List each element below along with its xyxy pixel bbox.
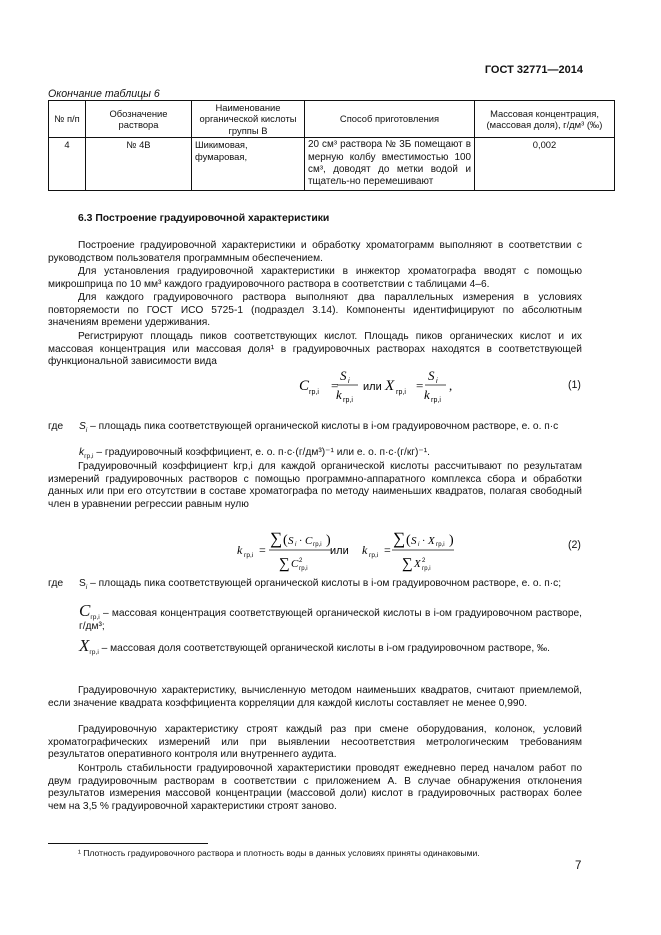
col-num: № п/п <box>49 101 86 138</box>
definition-S-1 <box>79 421 582 434</box>
definition-C-2 <box>79 601 582 633</box>
definition-C-2-text: – массовая концентрация соответствующей органической кислоты в i-ом градуировочном растворе, г/дм³; <box>79 608 582 632</box>
eq2-paren-close-2: ) <box>449 533 454 548</box>
definition-S-1-text: – площадь пика соответствующей органической кислоты в i-ом градуировочном растворе, е. о. п·с <box>90 421 559 432</box>
eq2-k2-sub: гр,i <box>369 552 379 559</box>
eq2-k2: k <box>362 543 368 557</box>
footnote: ¹ Плотность градуировочного раствора и плотность воды в данных условиях приняты одинаковыми. <box>78 848 480 858</box>
eq2-equals: = <box>259 543 266 557</box>
eq1-k2-sub: гр,i <box>431 397 441 404</box>
sym-S-sub: i <box>85 427 88 435</box>
paragraph-4: Регистрируют площадь пиков соответствующих кислот. Площадь пиков органических кислот и их массовая концентрация или массовая доля¹ в градуировочных растворах находятся в соответствующей функциональной зависимости вида <box>48 331 582 368</box>
document-code: ГОСТ 32771—2014 <box>484 64 583 76</box>
eq1-or: или <box>363 381 382 393</box>
eq2-sum-den: ∑ <box>279 556 290 572</box>
eq2-dot-2: · <box>422 536 426 547</box>
col-method: Способ приготовления <box>305 101 475 138</box>
paragraph-1: Построение градуировочной характеристики и обработку хроматограмм выполняют в соответствии с руководством пользователя программным обеспечением. <box>48 240 582 264</box>
sym-S: S <box>79 421 86 432</box>
eq2-dot: · <box>299 536 303 547</box>
eq2-k-sub: гр,i <box>244 552 254 559</box>
where-label-2: где <box>48 578 64 589</box>
sym-X: X <box>79 636 90 655</box>
sym-X-sub: гр,i <box>89 649 99 657</box>
definition-S-2-text: – площадь пика соответствующей органической кислоты в i-ом градуировочном растворе, е. о. п·с; <box>90 578 562 589</box>
eq2-C-den: C <box>291 558 299 570</box>
table-header-row <box>49 101 615 138</box>
eq1-X-sub: гр,i <box>396 389 406 396</box>
eq2-C-den-sq: 2 <box>299 558 303 564</box>
definition-k-1-text: – градуировочный коэффициент, е. о. п·с·(г/дм³)⁻¹ или е. о. п·с·(г/кг)⁻¹. <box>96 447 431 458</box>
eq2-S-sub: i <box>295 542 297 548</box>
col-designation: Обозначение раствора <box>86 101 192 138</box>
definition-X-2 <box>79 636 582 657</box>
definition-X-2-text: – массовая доля соответствующей органической кислоты в i-ом градуировочном растворе, ‰. <box>101 643 551 654</box>
eq2-paren-open-2: ( <box>406 533 411 548</box>
equation-2-formula <box>0 528 661 576</box>
equation-2 <box>0 528 661 576</box>
paragraph-6: Градуировочную характеристику, вычисленную методом наименьших квадратов, считают приемлемой, если значение квадрата коэффициента корреляции для каждой кислоты составляет не менее 0,990. <box>48 685 582 709</box>
sym-S-2: S <box>79 578 86 589</box>
eq2-sum-den-2: ∑ <box>402 556 413 572</box>
eq2-equals-2: = <box>384 543 391 557</box>
paragraph-8: Контроль стабильности градуировочной характеристики проводят ежедневно перед началом работ по двум градуировочным растворам в соответствии с приложением А. В случае обнаружения отклонения результатов измерения массовой концентрации (массовой доли) кислот в градуировочных растворах более чем на 3,5 % градуировочной характеристики строят заново. <box>48 763 582 812</box>
table-row <box>49 138 615 191</box>
eq2-sum-2: ∑ <box>393 529 406 548</box>
solutions-table <box>48 100 615 191</box>
eq2-k: k <box>237 543 243 557</box>
eq2-S2-sub: i <box>418 542 420 548</box>
footnote-rule <box>48 843 208 844</box>
eq2-S2: S <box>411 535 417 547</box>
eq1-k: k <box>336 387 342 402</box>
paragraph-7: Градуировочную характеристику строят каждый раз при смене оборудования, колонок, условий хроматографических измерений или при выявлении несоответствия метрологическим требованиям результатов оперативного контроля или внутреннего аудита. <box>48 724 582 761</box>
eq2-X-sub: гр,i <box>436 542 445 548</box>
cell-designation: № 4В <box>86 138 192 191</box>
eq2-paren-close: ) <box>326 533 331 548</box>
eq2-X-den-sub: гр,i <box>422 566 431 572</box>
eq1-S: S <box>340 368 347 383</box>
eq2-C-den-sub: гр,i <box>299 566 308 572</box>
sym-k-sub: гр,i <box>84 453 94 461</box>
eq2-C: C <box>305 535 313 547</box>
eq2-S: S <box>288 535 294 547</box>
cell-num: 4 <box>49 138 86 191</box>
eq1-equals-2: = <box>416 378 424 393</box>
eq2-C-sub: гр,i <box>313 542 322 548</box>
paragraph-5: Градуировочный коэффициент kгр,i для каждой органической кислоты рассчитывают по результатам измерений градуировочных растворов с помощью программно-аппаратного комплекса сбора и обработки данных или при его отсутствии в составе хроматографа по методу наименьших квадратов, полагая свободный член в уравнении регрессии равным нулю <box>48 461 582 510</box>
cell-method: 20 см³ раствора № 3Б помещают в мерную колбу вместимостью 100 см³, доводят до метки водой и тщатель-но перемешивают <box>305 138 475 191</box>
sym-k: k <box>79 447 85 458</box>
eq2-sum: ∑ <box>270 529 283 548</box>
eq1-S2: S <box>428 368 435 383</box>
cell-acids: Шикимовая, фумаровая, <box>192 138 305 191</box>
paragraph-3: Для каждого градуировочного раствора выполняют два параллельных измерения в условиях повторяемости по ГОСТ ИСО 5725-1 (подраздел 3.14). Компоненты идентифицируют по абсолютным значениям времени удерживания. <box>48 292 582 329</box>
eq1-comma: , <box>449 378 453 393</box>
equation-2-number: (2) <box>568 539 581 551</box>
eq1-equals: = <box>331 378 339 393</box>
sym-C: C <box>79 601 91 620</box>
where-label-1: где <box>48 421 64 432</box>
sym-C-sub: гр,i <box>90 614 100 622</box>
eq2-X-den: X <box>414 558 421 570</box>
equation-1-number: (1) <box>568 379 581 391</box>
page-number: 7 <box>575 860 582 872</box>
cell-value: 0,002 <box>475 138 615 191</box>
eq2-X-den-sq: 2 <box>422 558 426 564</box>
eq2-paren-open: ( <box>283 533 288 548</box>
eq2-or: или <box>330 545 349 557</box>
col-mass-conc: Массовая концентрация, (массовая доля), г/дм³ (‰) <box>475 101 615 138</box>
sym-S-2-sub: i <box>85 584 88 592</box>
paragraph-2: Для установления градуировочной характеристики в инжектор хроматографа вводят с помощью микрошприца по 10 мм³ каждого градуировочного раствора в соответствии с таблицами 4–6. <box>48 266 582 290</box>
eq1-k2: k <box>424 387 430 402</box>
eq1-S2-sub: i <box>436 378 438 385</box>
eq1-X: X <box>385 378 395 394</box>
definition-S-2 <box>79 578 582 591</box>
col-acid-name: Наименование органической кислоты группы В <box>192 101 305 138</box>
definition-k-1 <box>79 447 582 460</box>
table-caption: Окончание таблицы 6 <box>48 88 160 100</box>
eq1-S-sub: i <box>348 378 350 385</box>
equation-1 <box>0 368 661 404</box>
eq1-k-sub: гр,i <box>343 397 353 404</box>
eq2-X: X <box>428 535 435 547</box>
equation-1-formula <box>0 368 661 404</box>
section-title: 6.3 Построение градуировочной характеристики <box>78 213 330 224</box>
eq1-C-sub: гр,i <box>309 389 319 396</box>
eq1-C: C <box>299 378 310 394</box>
